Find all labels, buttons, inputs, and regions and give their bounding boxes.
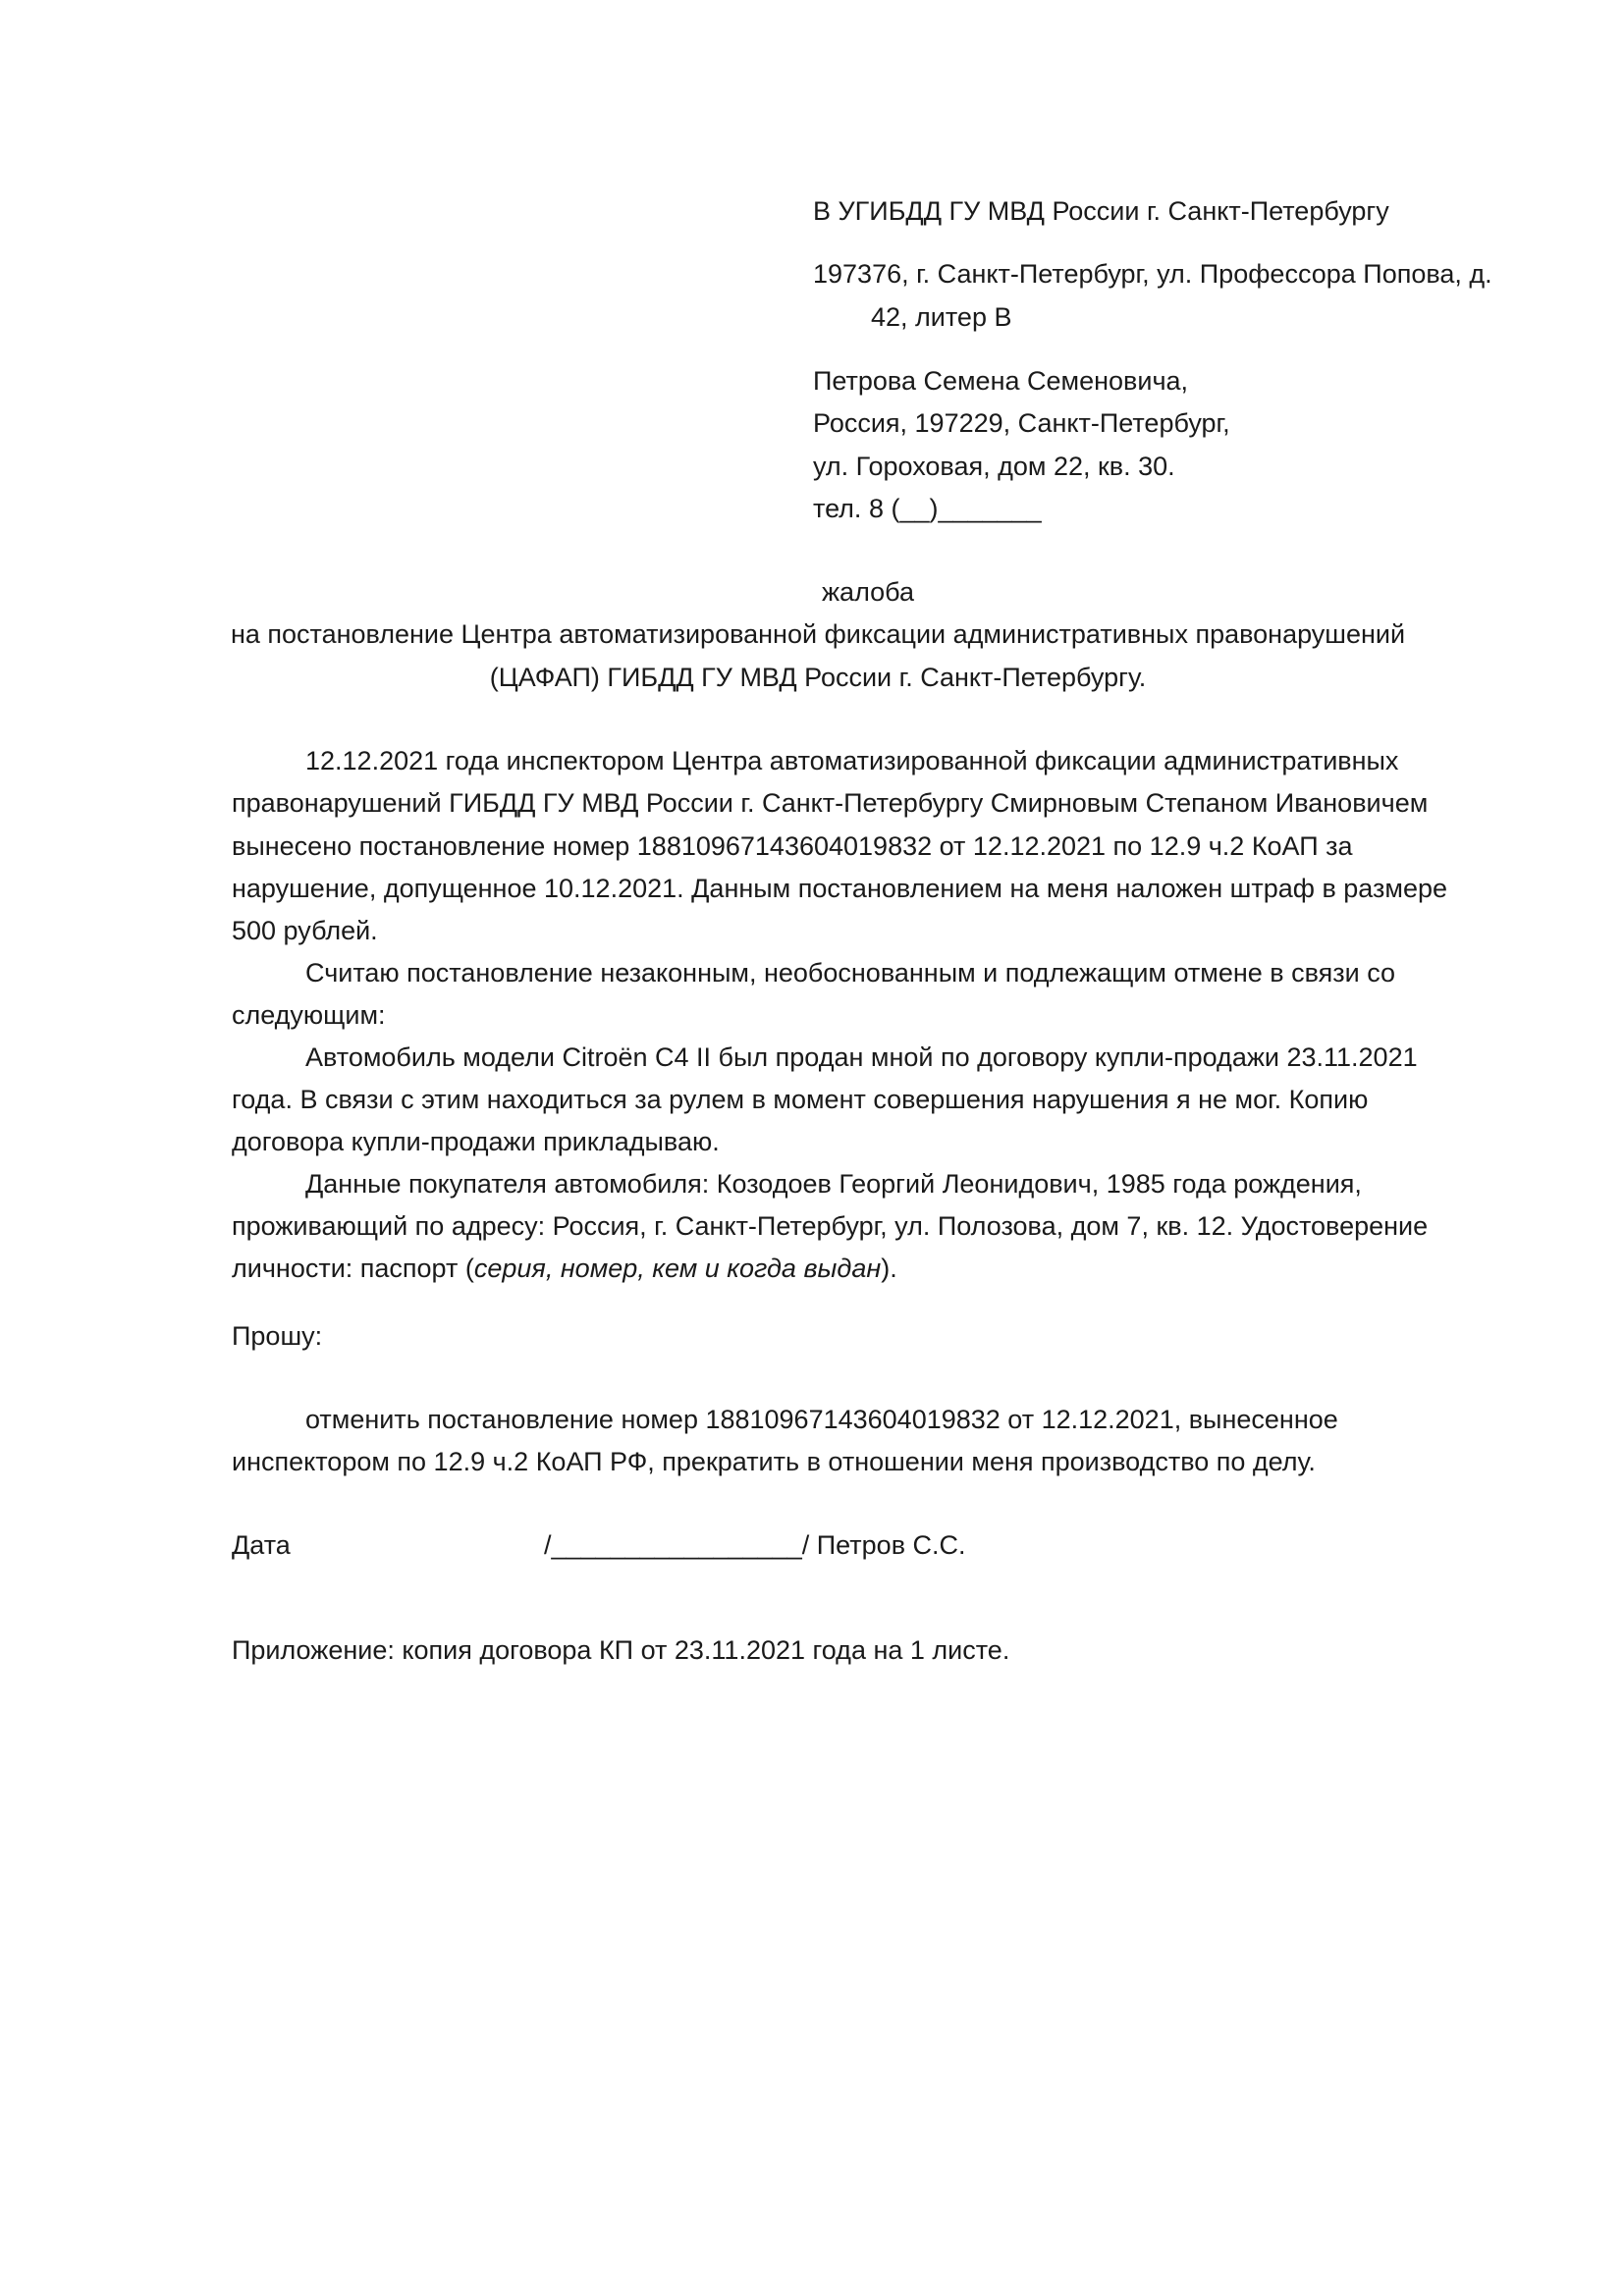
paragraph-line: Считаю постановление незаконным, необоснованным и подлежащим отмене в связи со [305, 958, 1396, 988]
paragraph-line: следующим: [232, 1000, 386, 1030]
request-line-2: инспектором по 12.9 ч.2 КоАП РФ, прекратить в отношении меня производство по делу. [232, 1447, 1316, 1476]
paragraph-line: нарушение, допущенное 10.12.2021. Данным постановлением на меня наложен штраф в размере [232, 874, 1448, 903]
paragraph-line: года. В связи с этим находиться за рулем в момент совершения нарушения я не мог. Копию [232, 1085, 1369, 1114]
recipient-address-line-1: 197376, г. Санкт-Петербург, ул. Профессора Попова, д. [813, 259, 1492, 289]
paragraph-line: Данные покупателя автомобиля: Козодоев Георгий Леонидович, 1985 года рождения, [305, 1169, 1362, 1199]
sender-address-line-2: ул. Гороховая, дом 22, кв. 30. [813, 452, 1175, 481]
passport-label: личности: паспорт ( [232, 1254, 474, 1283]
paragraph-line: правонарушений ГИБДД ГУ МВД России г. Санкт-Петербургу Смирновым Степаном Ивановичем [232, 788, 1429, 818]
passport-placeholder: серия, номер, кем и когда выдан [473, 1254, 882, 1283]
paragraph-line: 500 рублей. [232, 916, 378, 945]
paragraph-line: вынесено постановление номер 18810967143604019832 от 12.12.2021 по 12.9 ч.2 КоАП за [232, 831, 1353, 861]
attachment-note: Приложение: копия договора КП от 23.11.2021 года на 1 листе. [232, 1635, 1010, 1665]
paragraph-line: Автомобиль модели Citroën C4 II был продан мной по договору купли-продажи 23.11.2021 [305, 1042, 1418, 1072]
paragraph-line [232, 1255, 897, 1282]
sender-phone: тел. 8 (__)_______ [813, 494, 1042, 523]
recipient-line: В УГИБДД ГУ МВД России г. Санкт-Петербургу [813, 196, 1389, 226]
date-label: Дата [232, 1530, 291, 1560]
sender-name: Петрова Семена Семеновича, [813, 366, 1189, 396]
recipient-address-line-2: 42, литер В [871, 302, 1012, 332]
paragraph-line: проживающий по адресу: Россия, г. Санкт-Петербург, ул. Полозова, дом 7, кв. 12. Удостоверение [232, 1211, 1429, 1241]
sender-address-line-1: Россия, 197229, Санкт-Петербург, [813, 408, 1230, 438]
document-title: жалоба [822, 577, 915, 607]
title-subject-line-2: (ЦАФАП) ГИБДД ГУ МВД России г. Санкт-Петербургу. [489, 663, 1147, 692]
request-line-1: отменить постановление номер 18810967143604019832 от 12.12.2021, вынесенное [305, 1405, 1338, 1434]
title-subject-line-1: на постановление Центра автоматизированной фиксации административных правонарушений [230, 619, 1406, 649]
request-label: Прошу: [232, 1321, 323, 1351]
paragraph-line: договора купли-продажи прикладываю. [232, 1127, 720, 1156]
passport-close: ). [881, 1254, 897, 1283]
paragraph-line: 12.12.2021 года инспектором Центра автоматизированной фиксации административных [305, 746, 1399, 775]
signature-line: /_________________/ Петров С.С. [544, 1530, 966, 1560]
